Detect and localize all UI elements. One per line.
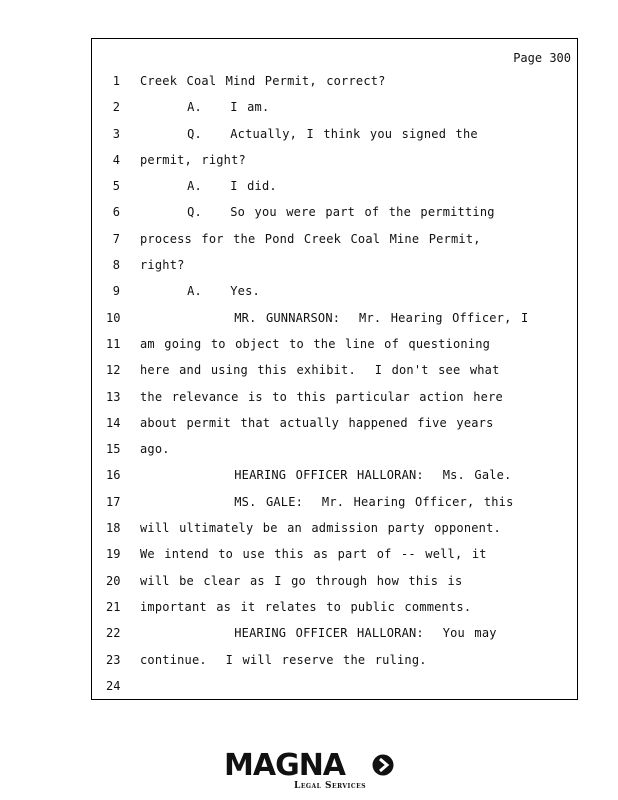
line-number: 1 bbox=[112, 74, 120, 88]
line-number: 10 bbox=[106, 310, 121, 325]
line-text: HEARING OFFICER HALLORAN: Ms. Gale. bbox=[140, 468, 512, 483]
transcript-page bbox=[91, 38, 578, 700]
line-number: 20 bbox=[106, 573, 121, 588]
line-number: 9 bbox=[112, 284, 120, 299]
line-text: will be clear as I go through how this is bbox=[140, 573, 463, 588]
transcript-line bbox=[92, 468, 577, 494]
transcript-line bbox=[92, 495, 577, 521]
line-text: process for the Pond Creek Coal Mine Permit, bbox=[140, 231, 481, 246]
line-number: 7 bbox=[112, 231, 120, 246]
magna-logo bbox=[224, 748, 399, 794]
transcript-line bbox=[92, 547, 577, 573]
chevron-right-circle-icon bbox=[372, 754, 394, 776]
line-text: right? bbox=[140, 258, 185, 273]
line-text: here and using this exhibit. I don't see what bbox=[140, 363, 500, 378]
transcript-line bbox=[92, 179, 577, 205]
line-text: will ultimately be an admission party opponent. bbox=[140, 521, 501, 536]
line-text: important as it relates to public comments. bbox=[140, 599, 472, 614]
line-text: continue. I will reserve the ruling. bbox=[140, 652, 427, 667]
line-text: Creek Coal Mind Permit, correct? bbox=[140, 74, 386, 88]
line-number: 12 bbox=[106, 363, 121, 378]
line-number: 24 bbox=[106, 678, 121, 693]
transcript-line bbox=[92, 363, 577, 389]
transcript-line bbox=[92, 127, 577, 153]
line-number: 22 bbox=[106, 626, 121, 641]
transcript-line bbox=[92, 600, 577, 626]
transcript-line bbox=[92, 679, 577, 705]
line-text: am going to object to the line of questioning bbox=[140, 336, 491, 351]
line-number: 11 bbox=[106, 336, 121, 351]
transcript-line bbox=[92, 284, 577, 310]
line-number: 15 bbox=[106, 442, 121, 457]
transcript-line bbox=[92, 205, 577, 231]
line-number: 8 bbox=[112, 258, 120, 273]
transcript-line bbox=[92, 574, 577, 600]
transcript-line bbox=[92, 416, 577, 442]
line-text: MR. GUNNARSON: Mr. Hearing Officer, I bbox=[140, 310, 529, 325]
line-number: 14 bbox=[106, 415, 121, 430]
line-text: We intend to use this as part of -- well, it bbox=[140, 547, 487, 562]
line-text: MS. GALE: Mr. Hearing Officer, this bbox=[140, 494, 514, 509]
transcript-line bbox=[92, 232, 577, 258]
line-number: 21 bbox=[106, 599, 121, 614]
transcript-line bbox=[92, 153, 577, 179]
transcript-line bbox=[92, 74, 577, 100]
line-text: HEARING OFFICER HALLORAN: You may bbox=[140, 626, 497, 641]
line-number: 2 bbox=[112, 100, 120, 115]
line-text: A. I did. bbox=[140, 179, 277, 194]
line-number: 16 bbox=[106, 468, 121, 483]
transcript-line bbox=[92, 258, 577, 284]
transcript-line bbox=[92, 442, 577, 468]
transcript-line bbox=[92, 337, 577, 363]
line-number: 18 bbox=[106, 521, 121, 536]
line-number: 23 bbox=[106, 652, 121, 667]
line-text: the relevance is to this particular action here bbox=[140, 389, 503, 404]
transcript-line bbox=[92, 311, 577, 337]
line-number: 3 bbox=[112, 126, 120, 141]
transcript-lines bbox=[92, 74, 577, 705]
transcript-line bbox=[92, 100, 577, 126]
line-number: 17 bbox=[106, 494, 121, 509]
line-number: 13 bbox=[106, 389, 121, 404]
transcript-line bbox=[92, 626, 577, 652]
line-text: A. I am. bbox=[140, 100, 270, 115]
line-number: 6 bbox=[112, 205, 120, 220]
line-number: 5 bbox=[112, 179, 120, 194]
line-text: about permit that actually happened five years bbox=[140, 415, 494, 430]
transcript-line bbox=[92, 390, 577, 416]
line-text: ago. bbox=[140, 442, 170, 457]
line-text: Q. So you were part of the permitting bbox=[140, 205, 495, 220]
transcript-line bbox=[92, 653, 577, 679]
transcript-line bbox=[92, 521, 577, 547]
line-number: 4 bbox=[112, 152, 120, 167]
line-text: Q. Actually, I think you signed the bbox=[140, 126, 478, 141]
logo-tagline: Legal Services bbox=[294, 781, 367, 791]
line-text: A. Yes. bbox=[140, 284, 260, 299]
line-text: permit, right? bbox=[140, 152, 246, 167]
line-number: 19 bbox=[106, 547, 121, 562]
logo-wordmark: MAGNA bbox=[224, 748, 346, 783]
page-number: Page 300 bbox=[513, 51, 571, 65]
